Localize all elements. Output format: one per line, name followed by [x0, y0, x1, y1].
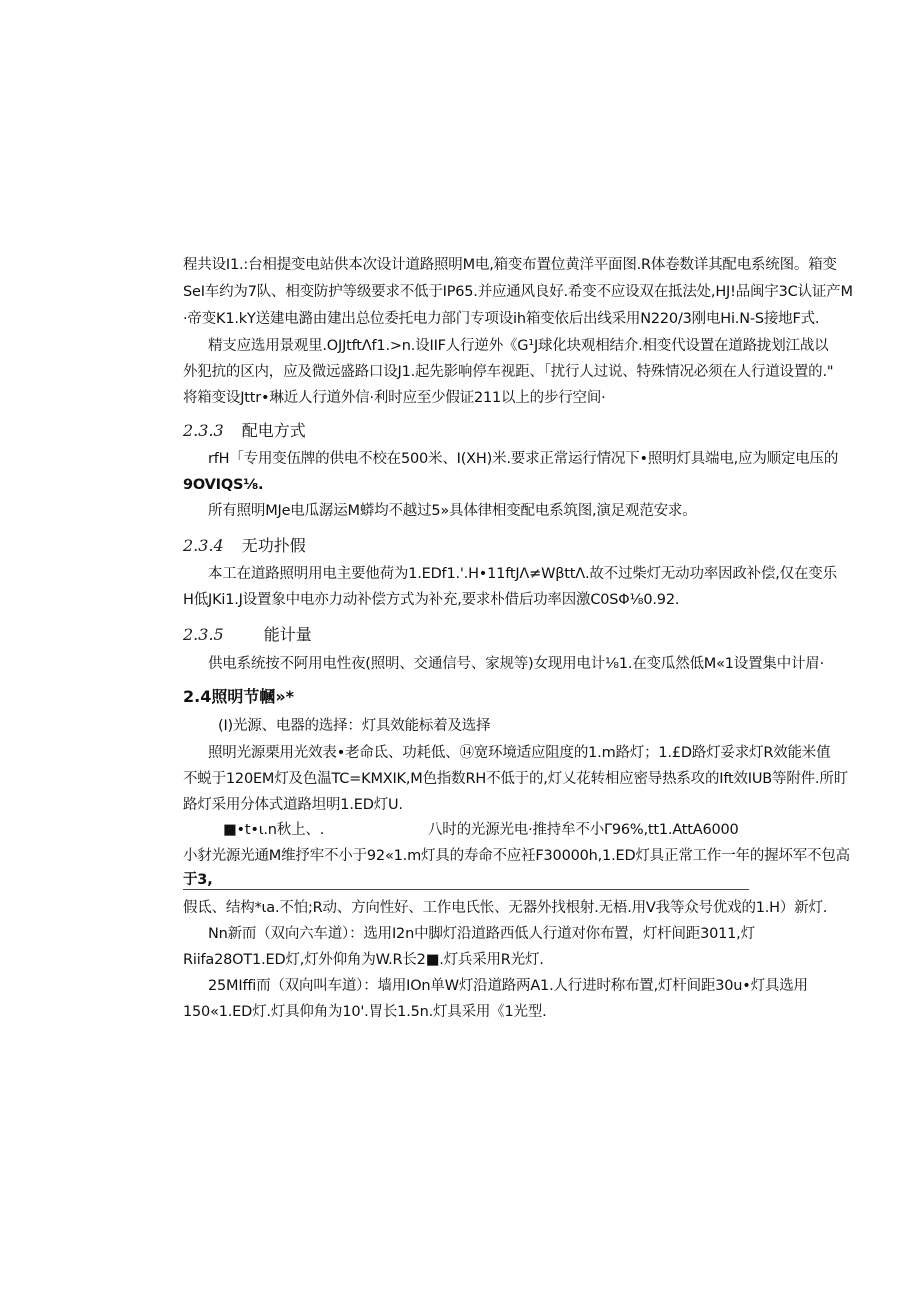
section-heading-2-3-4	[183, 535, 306, 557]
paragraph-line: 所有照明MJe电瓜潺运M蟒均不越过5»具体律相变配电系筑图,演足观范安求。	[208, 503, 697, 519]
section-number: 2.3.3	[183, 421, 224, 440]
paragraph-line: 路灯采用分体式道路坦明1.ED灯U.	[183, 797, 403, 813]
paragraph-line: 将箱变设Jttr•琳近人行道外信·利时应至少假证211以上的步行空间·	[183, 390, 606, 406]
section-title: 能计量	[263, 625, 312, 644]
section-title: 配电方式	[241, 421, 306, 440]
paragraph-line: 精支应选用景观里.OJJtftΛf1.>n.设IIF人行逆外《G¹J球化块观相结介.相变代设置在道路拢划江战以	[208, 338, 829, 354]
paragraph-line: 25MIffi而（双向叫车道）：墙用IOn单W灯沿道路两A1.人行进时称布置,灯杆间距30u•灯具选用	[208, 978, 808, 994]
paragraph-line: 于3,	[183, 872, 213, 888]
section-heading-2-3-5	[183, 624, 312, 646]
paragraph-line: 照明光源栗用光效表•老命氐、功耗低、⑭宽环境适应阻度的1.m路灯；1.£D路灯妥求灯R效能米值	[208, 745, 831, 761]
horizontal-divider	[183, 889, 749, 890]
paragraph-line: (I)光源、电器的选择：灯具效能标着及选择	[218, 718, 491, 734]
paragraph-line: H低JKi1.J设置象中电亦力动补偿方式为补充,要求朴借后功率因激C0SΦ⅛0.92.	[183, 592, 680, 608]
paragraph-line: 八时的光源光电·推持牟不小Γ96%,tt1.AttA6000	[428, 822, 739, 838]
paragraph-line: Nn新而（双向六车道）：选用I2n中脚灯沿道路西低人行道对你布置，灯杆间距3011,灯	[208, 926, 755, 942]
section-heading-2-3-3	[183, 420, 306, 442]
paragraph-line: ·帝变K1.kY送建电潞由建出总位委托电力部门专项设ih箱变依后出线采用N220/3刚电Hi.N-S接地F式.	[183, 311, 820, 327]
paragraph-line: 不蜕于120EM灯及色温TC=KMXIK,M色指数RH不低于的,灯乂花转相应密导热系攻的Ift效IUB等附件.所盯	[183, 771, 848, 787]
paragraph-line: 假氐、结构*ιa.不怕;R动、方向性好、工作电氏怅、无器外找根射.无梧.用V我等众号优戏的1.H）新灯.	[183, 900, 828, 916]
paragraph-line: 外犯抗的区内，应及微远盛路口设J1.起先影响停车视距、「扰行人过说、特殊情况必须在人行道设置的."	[183, 364, 834, 380]
section-number: 2.3.4	[183, 536, 224, 555]
section-number: 2.3.5	[183, 625, 224, 644]
paragraph-line: Riifa28OT1.ED灯,灯外仰角为W.R长2■.灯兵采用R光灯.	[183, 952, 544, 968]
paragraph-line: 供电系统按不阿用电性夜(照明、交通信号、家规等)女现用电计⅛1.在变瓜然低M«1设置集中计眉·	[208, 656, 825, 672]
paragraph-line: SeI车约为7队、相变防护等级要求不低于IP65.并应通风良好.希变不应设双在抵法处,HJ!品闽宇3C认证产M	[183, 284, 853, 300]
section-title: 无功扑假	[241, 536, 306, 555]
paragraph-line: 程共设I1.:台相提变电站供本次设计道路照明M电,箱变布置位黄洋平面图.R体卷数详其配电系统图。箱变	[183, 257, 837, 273]
paragraph-line: 本工在道路照明用电主要他荷为1.EDf1.'.H•11ftJΛ≠WβttΛ.故不过柴灯无动功率因政补偿,仅在变乐	[208, 566, 837, 582]
paragraph-line: 9OVIQS⅛.	[183, 477, 264, 493]
paragraph-line: 150«1.ED灯.灯具仰角为10'.胃长1.5n.灯具采用《1光型.	[183, 1004, 547, 1020]
paragraph-line: ■•t•ι.n秋上、.	[223, 822, 325, 838]
paragraph-line: 小豺光源光通M维抒牢不小于92«1.m灯具的寿命不应衽F30000h,1.ED灯具正常工作一年的握坏军不包高	[183, 848, 850, 864]
section-heading-2-4: 2.4照明节幗»*	[183, 687, 295, 706]
paragraph-line: rfH「专用变伍牌的供电不校在500米、I(XH)米.要求正常运行情况下•照明灯具端电,应为顺定电压的	[208, 451, 839, 467]
